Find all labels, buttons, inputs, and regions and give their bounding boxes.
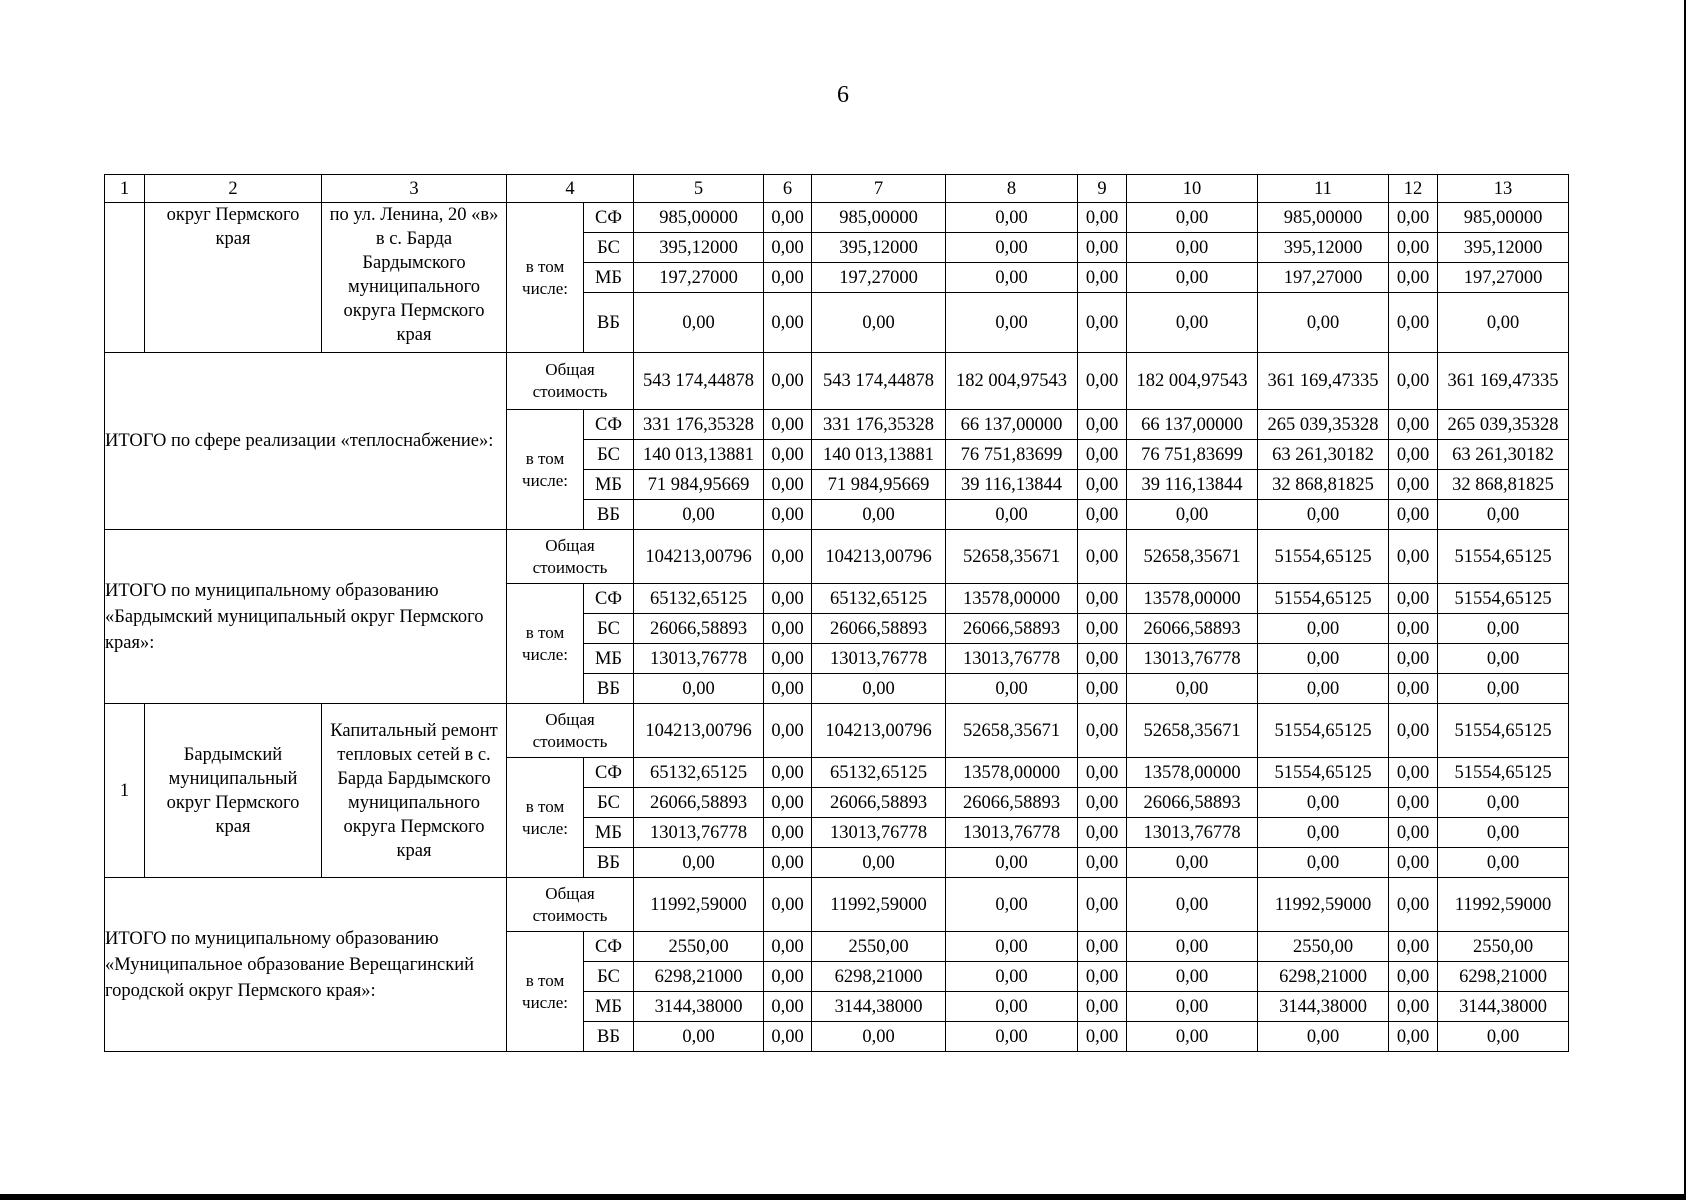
value-cell: 13013,76778	[812, 818, 946, 848]
value-cell: 0,00	[764, 818, 812, 848]
value-cell: 0,00	[1389, 500, 1438, 530]
value-cell: 32 868,81825	[1438, 470, 1569, 500]
value-cell: 0,00	[764, 410, 812, 440]
value-cell: 65132,65125	[812, 584, 946, 614]
fund-code-sf: СФ	[584, 932, 634, 962]
value-cell: 0,00	[946, 203, 1078, 233]
value-cell: 0,00	[1078, 293, 1127, 353]
value-cell: 66 137,00000	[946, 410, 1078, 440]
value-cell: 0,00	[946, 674, 1078, 704]
value-cell: 63 261,30182	[1438, 440, 1569, 470]
value-cell: 104213,00796	[812, 530, 946, 584]
value-cell: 13013,76778	[946, 644, 1078, 674]
value-cell: 197,27000	[812, 263, 946, 293]
value-cell: 63 261,30182	[1258, 440, 1389, 470]
value-cell: 0,00	[764, 992, 812, 1022]
value-cell: 0,00	[1389, 704, 1438, 758]
value-cell: 39 116,13844	[946, 470, 1078, 500]
value-cell: 0,00	[1127, 293, 1258, 353]
value-cell: 13013,76778	[634, 644, 764, 674]
fund-code-mb: МБ	[584, 992, 634, 1022]
budget-table	[104, 174, 1569, 1052]
value-cell: 985,00000	[1258, 203, 1389, 233]
value-cell: 0,00	[946, 992, 1078, 1022]
value-cell: 32 868,81825	[1258, 470, 1389, 500]
value-cell: 0,00	[1258, 1022, 1389, 1052]
fund-code-vb: ВБ	[584, 1022, 634, 1052]
value-cell: 543 174,44878	[634, 353, 764, 410]
value-cell: 0,00	[1078, 962, 1127, 992]
value-cell: 76 751,83699	[946, 440, 1078, 470]
value-cell: 26066,58893	[946, 788, 1078, 818]
value-cell: 331 176,35328	[812, 410, 946, 440]
object-cell: Капитальный ремонт тепловых сетей в с. Барда Бардымского муниципального округа Пермского края	[322, 704, 507, 878]
value-cell: 0,00	[812, 848, 946, 878]
value-cell: 331 176,35328	[634, 410, 764, 440]
value-cell: 0,00	[812, 1022, 946, 1052]
fund-code-mb: МБ	[584, 644, 634, 674]
value-cell: 39 116,13844	[1127, 470, 1258, 500]
value-cell: 13578,00000	[1127, 584, 1258, 614]
value-cell: 0,00	[946, 293, 1078, 353]
value-cell: 0,00	[946, 848, 1078, 878]
value-cell: 0,00	[1258, 500, 1389, 530]
value-cell: 0,00	[764, 614, 812, 644]
value-cell: 0,00	[1127, 932, 1258, 962]
value-cell: 395,12000	[812, 233, 946, 263]
value-cell: 0,00	[1127, 878, 1258, 932]
value-cell: 0,00	[1078, 758, 1127, 788]
value-cell: 0,00	[1438, 644, 1569, 674]
value-cell: 0,00	[812, 500, 946, 530]
value-cell: 3144,38000	[1258, 992, 1389, 1022]
total-label-heat-supply: ИТОГО по сфере реализации «теплоснабжение»:	[105, 353, 507, 530]
value-cell: 197,27000	[1258, 263, 1389, 293]
value-cell: 0,00	[1127, 203, 1258, 233]
value-cell: 0,00	[764, 932, 812, 962]
value-cell: 0,00	[764, 758, 812, 788]
row-number-cell	[105, 203, 145, 353]
value-cell: 3144,38000	[812, 992, 946, 1022]
total-label-vereshchaginsky: ИТОГО по муниципальному образованию «Муниципальное образование Верещагинский городской округ Пермского края»:	[105, 878, 507, 1052]
value-cell: 361 169,47335	[1258, 353, 1389, 410]
column-header: 5	[634, 175, 764, 203]
value-cell: 197,27000	[634, 263, 764, 293]
fund-code-sf: СФ	[584, 758, 634, 788]
including-label: в том числе:	[507, 410, 584, 530]
value-cell: 0,00	[1258, 788, 1389, 818]
value-cell: 52658,35671	[946, 530, 1078, 584]
value-cell: 0,00	[634, 674, 764, 704]
value-cell: 51554,65125	[1258, 704, 1389, 758]
value-cell: 0,00	[1258, 293, 1389, 353]
value-cell: 0,00	[1127, 962, 1258, 992]
value-cell: 0,00	[764, 704, 812, 758]
value-cell: 104213,00796	[634, 530, 764, 584]
value-cell: 0,00	[1078, 674, 1127, 704]
value-cell: 13013,76778	[812, 644, 946, 674]
value-cell: 76 751,83699	[1127, 440, 1258, 470]
value-cell: 197,27000	[1438, 263, 1569, 293]
value-cell: 0,00	[634, 848, 764, 878]
value-cell: 0,00	[1389, 293, 1438, 353]
value-cell: 2550,00	[1438, 932, 1569, 962]
value-cell: 985,00000	[812, 203, 946, 233]
fund-code-bs: БС	[584, 614, 634, 644]
value-cell: 26066,58893	[946, 614, 1078, 644]
value-cell: 51554,65125	[1258, 584, 1389, 614]
fund-code-sf: СФ	[584, 584, 634, 614]
value-cell: 0,00	[1078, 932, 1127, 962]
value-cell: 104213,00796	[634, 704, 764, 758]
fund-code-sf: СФ	[584, 410, 634, 440]
fund-code-vb: ВБ	[584, 293, 634, 353]
value-cell: 0,00	[1078, 353, 1127, 410]
value-cell: 182 004,97543	[946, 353, 1078, 410]
value-cell: 0,00	[1389, 410, 1438, 440]
column-header: 10	[1127, 175, 1258, 203]
value-cell: 0,00	[1438, 1022, 1569, 1052]
value-cell: 265 039,35328	[1258, 410, 1389, 440]
value-cell: 265 039,35328	[1438, 410, 1569, 440]
table-row	[105, 878, 1569, 932]
fund-code-mb: МБ	[584, 818, 634, 848]
value-cell: 51554,65125	[1258, 530, 1389, 584]
municipality-cell: Бардымский муниципальный округ Пермского края	[145, 704, 322, 878]
fund-code-vb: ВБ	[584, 500, 634, 530]
value-cell: 0,00	[1438, 848, 1569, 878]
including-label: в том числе:	[507, 758, 584, 878]
value-cell: 51554,65125	[1438, 584, 1569, 614]
value-cell: 6298,21000	[634, 962, 764, 992]
value-cell: 0,00	[764, 1022, 812, 1052]
value-cell: 0,00	[764, 878, 812, 932]
total-cost-label: Общая стоимость	[507, 530, 634, 584]
value-cell: 6298,21000	[1438, 962, 1569, 992]
value-cell: 0,00	[1389, 614, 1438, 644]
column-header: 4	[507, 175, 634, 203]
value-cell: 0,00	[764, 788, 812, 818]
value-cell: 0,00	[1078, 203, 1127, 233]
total-label-bardymsky: ИТОГО по муниципальному образованию «Бардымский муниципальный округ Пермского края»:	[105, 530, 507, 704]
value-cell: 65132,65125	[634, 584, 764, 614]
value-cell: 361 169,47335	[1438, 353, 1569, 410]
value-cell: 52658,35671	[1127, 704, 1258, 758]
value-cell: 0,00	[634, 1022, 764, 1052]
value-cell: 0,00	[946, 932, 1078, 962]
value-cell: 11992,59000	[812, 878, 946, 932]
value-cell: 13013,76778	[634, 818, 764, 848]
value-cell: 0,00	[764, 293, 812, 353]
fund-code-vb: ВБ	[584, 848, 634, 878]
value-cell: 3144,38000	[634, 992, 764, 1022]
value-cell: 0,00	[1127, 848, 1258, 878]
table-row	[105, 203, 1569, 233]
page-number: 6	[837, 82, 849, 108]
value-cell: 0,00	[1438, 674, 1569, 704]
value-cell: 0,00	[764, 530, 812, 584]
value-cell: 0,00	[1389, 878, 1438, 932]
column-header: 8	[946, 175, 1078, 203]
value-cell: 0,00	[764, 962, 812, 992]
value-cell: 0,00	[1078, 992, 1127, 1022]
value-cell: 0,00	[812, 293, 946, 353]
including-label: в том числе:	[507, 584, 584, 704]
value-cell: 3144,38000	[1438, 992, 1569, 1022]
value-cell: 66 137,00000	[1127, 410, 1258, 440]
value-cell: 13578,00000	[946, 584, 1078, 614]
value-cell: 26066,58893	[634, 614, 764, 644]
value-cell: 0,00	[1078, 848, 1127, 878]
value-cell: 0,00	[946, 500, 1078, 530]
value-cell: 0,00	[764, 353, 812, 410]
value-cell: 0,00	[764, 674, 812, 704]
value-cell: 0,00	[1127, 1022, 1258, 1052]
value-cell: 13578,00000	[946, 758, 1078, 788]
value-cell: 0,00	[1127, 500, 1258, 530]
value-cell: 543 174,44878	[812, 353, 946, 410]
value-cell: 0,00	[1078, 440, 1127, 470]
value-cell: 0,00	[812, 674, 946, 704]
value-cell: 51554,65125	[1438, 704, 1569, 758]
value-cell: 0,00	[1389, 992, 1438, 1022]
value-cell: 0,00	[1127, 674, 1258, 704]
column-header: 9	[1078, 175, 1127, 203]
value-cell: 2550,00	[634, 932, 764, 962]
value-cell: 985,00000	[634, 203, 764, 233]
value-cell: 0,00	[1258, 818, 1389, 848]
value-cell: 0,00	[1078, 470, 1127, 500]
value-cell: 0,00	[1078, 644, 1127, 674]
value-cell: 985,00000	[1438, 203, 1569, 233]
value-cell: 0,00	[1389, 848, 1438, 878]
fund-code-bs: БС	[584, 233, 634, 263]
table-row	[105, 704, 1569, 758]
total-cost-label: Общая стоимость	[507, 878, 634, 932]
value-cell: 11992,59000	[1258, 878, 1389, 932]
column-header: 7	[812, 175, 946, 203]
value-cell: 0,00	[1389, 530, 1438, 584]
value-cell: 0,00	[1438, 614, 1569, 644]
value-cell: 0,00	[1078, 614, 1127, 644]
value-cell: 0,00	[1078, 263, 1127, 293]
value-cell: 0,00	[1389, 1022, 1438, 1052]
municipality-cell: округ Пермского края	[145, 203, 322, 353]
column-header: 12	[1389, 175, 1438, 203]
value-cell: 140 013,13881	[812, 440, 946, 470]
value-cell: 6298,21000	[1258, 962, 1389, 992]
value-cell: 0,00	[946, 878, 1078, 932]
value-cell: 104213,00796	[812, 704, 946, 758]
value-cell: 0,00	[1127, 233, 1258, 263]
value-cell: 65132,65125	[812, 758, 946, 788]
row-number-cell: 1	[105, 704, 145, 878]
column-header: 1	[105, 175, 145, 203]
value-cell: 0,00	[1389, 203, 1438, 233]
fund-code-vb: ВБ	[584, 674, 634, 704]
value-cell: 0,00	[1258, 644, 1389, 674]
scan-bottom-edge	[0, 1194, 1686, 1200]
value-cell: 0,00	[1438, 293, 1569, 353]
value-cell: 182 004,97543	[1127, 353, 1258, 410]
value-cell: 0,00	[1078, 818, 1127, 848]
value-cell: 0,00	[1389, 758, 1438, 788]
value-cell: 71 984,95669	[812, 470, 946, 500]
column-header: 11	[1258, 175, 1389, 203]
value-cell: 0,00	[764, 263, 812, 293]
value-cell: 13578,00000	[1127, 758, 1258, 788]
value-cell: 0,00	[1078, 410, 1127, 440]
value-cell: 0,00	[1389, 818, 1438, 848]
value-cell: 0,00	[1438, 788, 1569, 818]
value-cell: 0,00	[1389, 233, 1438, 263]
value-cell: 0,00	[946, 233, 1078, 263]
value-cell: 0,00	[634, 500, 764, 530]
value-cell: 26066,58893	[1127, 614, 1258, 644]
value-cell: 0,00	[764, 440, 812, 470]
value-cell: 26066,58893	[812, 614, 946, 644]
value-cell: 2550,00	[1258, 932, 1389, 962]
value-cell: 51554,65125	[1258, 758, 1389, 788]
value-cell: 0,00	[764, 500, 812, 530]
value-cell: 0,00	[1438, 818, 1569, 848]
fund-code-bs: БС	[584, 440, 634, 470]
value-cell: 71 984,95669	[634, 470, 764, 500]
value-cell: 0,00	[764, 470, 812, 500]
value-cell: 13013,76778	[1127, 644, 1258, 674]
total-cost-label: Общая стоимость	[507, 353, 634, 410]
value-cell: 395,12000	[1258, 233, 1389, 263]
value-cell: 0,00	[1389, 932, 1438, 962]
fund-code-mb: МБ	[584, 470, 634, 500]
value-cell: 0,00	[1389, 470, 1438, 500]
value-cell: 13013,76778	[1127, 818, 1258, 848]
value-cell: 0,00	[634, 293, 764, 353]
value-cell: 65132,65125	[634, 758, 764, 788]
value-cell: 11992,59000	[634, 878, 764, 932]
value-cell: 0,00	[764, 203, 812, 233]
value-cell: 0,00	[1078, 233, 1127, 263]
table-row	[105, 353, 1569, 410]
value-cell: 26066,58893	[1127, 788, 1258, 818]
value-cell: 51554,65125	[1438, 758, 1569, 788]
value-cell: 0,00	[1389, 674, 1438, 704]
including-label: в том числе:	[507, 932, 584, 1052]
value-cell: 0,00	[1078, 1022, 1127, 1052]
value-cell: 0,00	[764, 644, 812, 674]
value-cell: 0,00	[1078, 788, 1127, 818]
value-cell: 0,00	[1258, 674, 1389, 704]
value-cell: 0,00	[1389, 440, 1438, 470]
fund-code-bs: БС	[584, 788, 634, 818]
column-header: 2	[145, 175, 322, 203]
value-cell: 0,00	[764, 584, 812, 614]
value-cell: 395,12000	[634, 233, 764, 263]
value-cell: 0,00	[1258, 848, 1389, 878]
value-cell: 0,00	[946, 263, 1078, 293]
table-row	[105, 530, 1569, 584]
value-cell: 0,00	[1078, 704, 1127, 758]
value-cell: 0,00	[1078, 584, 1127, 614]
value-cell: 0,00	[1389, 788, 1438, 818]
value-cell: 26066,58893	[634, 788, 764, 818]
value-cell: 11992,59000	[1438, 878, 1569, 932]
fund-code-sf: СФ	[584, 203, 634, 233]
value-cell: 0,00	[1078, 878, 1127, 932]
value-cell: 0,00	[1438, 500, 1569, 530]
value-cell: 0,00	[1389, 584, 1438, 614]
value-cell: 0,00	[1389, 353, 1438, 410]
header-row	[105, 175, 1569, 203]
value-cell: 0,00	[764, 233, 812, 263]
value-cell: 0,00	[764, 848, 812, 878]
value-cell: 0,00	[1258, 614, 1389, 644]
fund-code-mb: МБ	[584, 263, 634, 293]
value-cell: 0,00	[1389, 962, 1438, 992]
value-cell: 2550,00	[812, 932, 946, 962]
value-cell: 0,00	[946, 1022, 1078, 1052]
value-cell: 0,00	[1389, 644, 1438, 674]
value-cell: 52658,35671	[946, 704, 1078, 758]
column-header: 13	[1438, 175, 1569, 203]
value-cell: 140 013,13881	[634, 440, 764, 470]
value-cell: 0,00	[946, 962, 1078, 992]
value-cell: 0,00	[1389, 263, 1438, 293]
value-cell: 0,00	[1127, 263, 1258, 293]
fund-code-bs: БС	[584, 962, 634, 992]
value-cell: 395,12000	[1438, 233, 1569, 263]
including-label: в том числе:	[507, 203, 584, 353]
value-cell: 51554,65125	[1438, 530, 1569, 584]
total-cost-label: Общая стоимость	[507, 704, 634, 758]
value-cell: 0,00	[1078, 530, 1127, 584]
value-cell: 6298,21000	[812, 962, 946, 992]
value-cell: 52658,35671	[1127, 530, 1258, 584]
object-cell: по ул. Ленина, 20 «в» в с. Барда Бардымского муниципального округа Пермского края	[322, 203, 507, 353]
value-cell: 0,00	[1127, 992, 1258, 1022]
value-cell: 13013,76778	[946, 818, 1078, 848]
value-cell: 26066,58893	[812, 788, 946, 818]
value-cell: 0,00	[1078, 500, 1127, 530]
column-header: 3	[322, 175, 507, 203]
column-header: 6	[764, 175, 812, 203]
